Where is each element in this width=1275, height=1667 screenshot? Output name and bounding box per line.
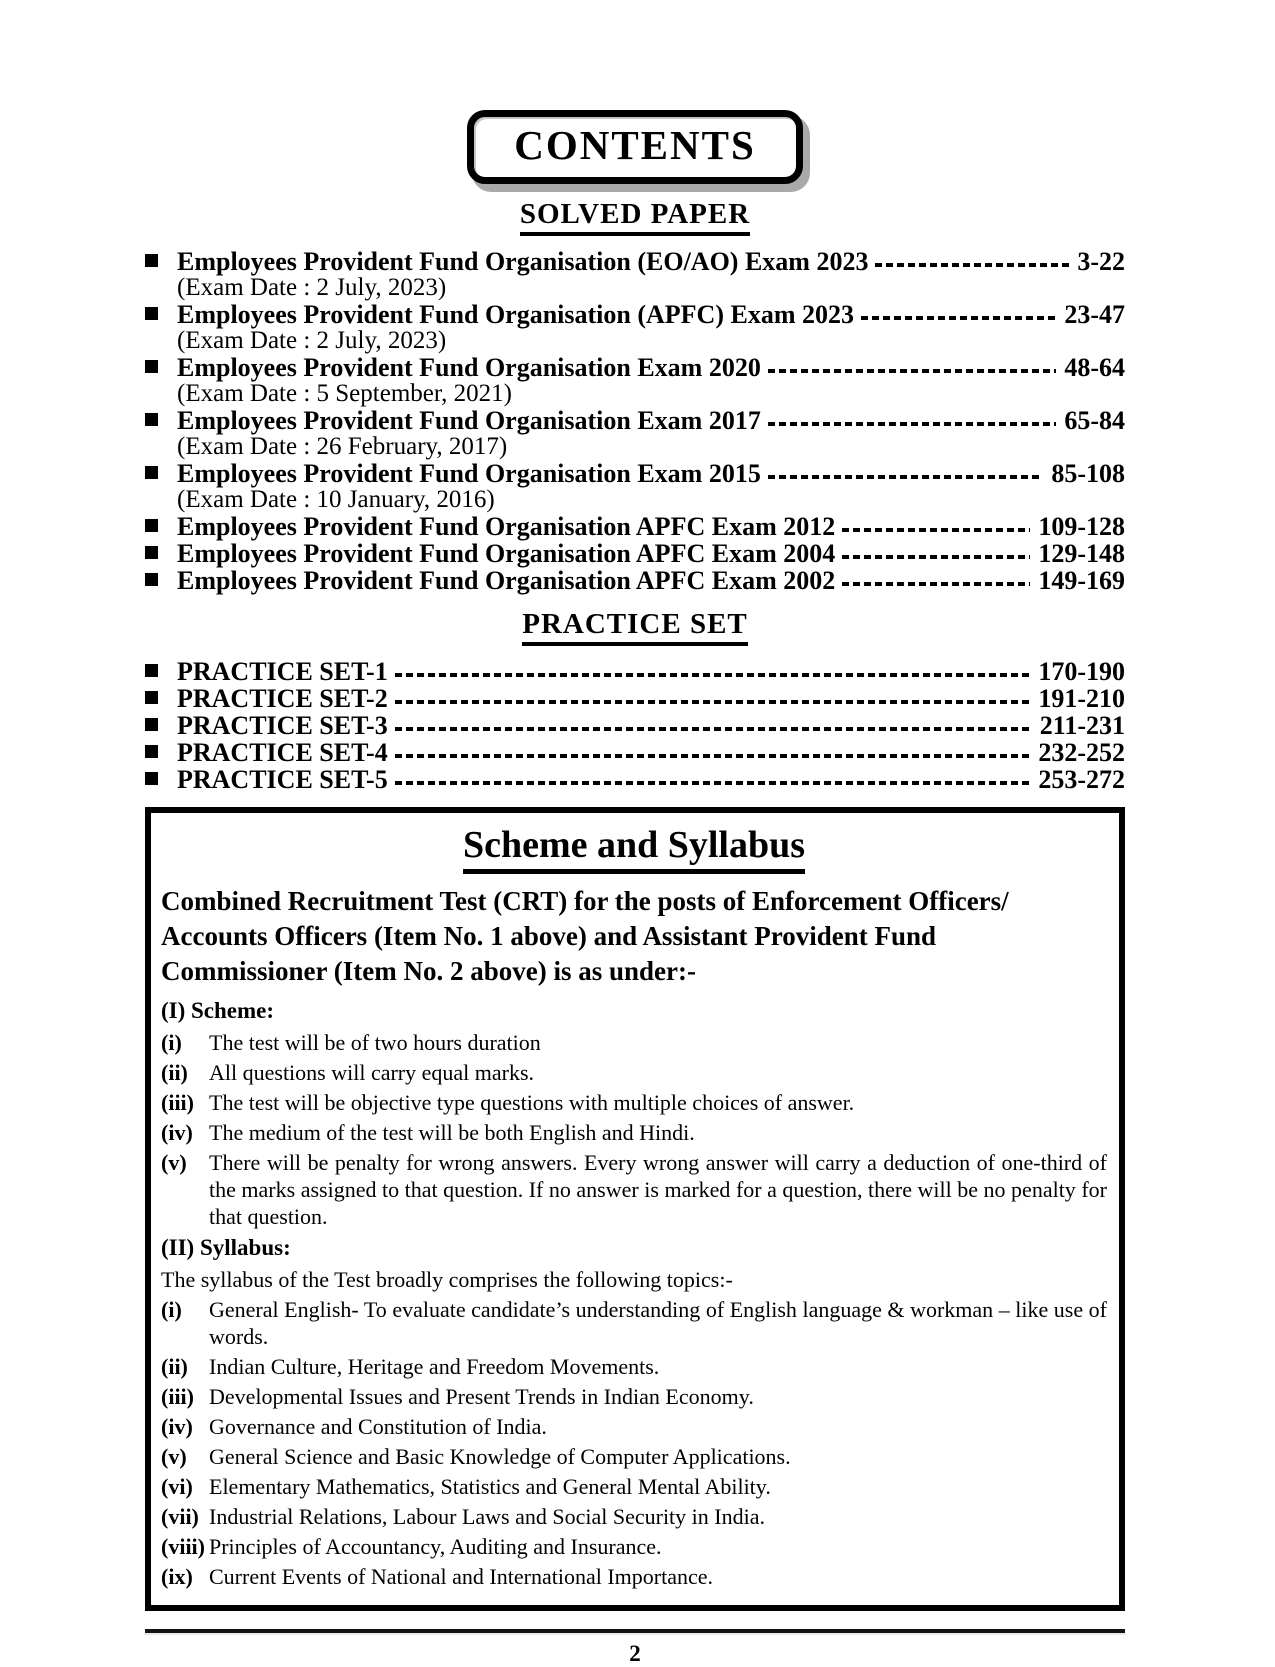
dotted-leader bbox=[395, 754, 1031, 758]
toc-entry-pages: 149-169 bbox=[1038, 566, 1125, 595]
scheme-syllabus-heading-text: Scheme and Syllabus bbox=[463, 823, 805, 874]
toc-entry-pages: 65-84 bbox=[1064, 406, 1125, 435]
scheme-item bbox=[161, 1029, 1107, 1056]
toc-entry-title: PRACTICE SET-2 bbox=[177, 684, 388, 713]
dotted-leader bbox=[861, 316, 1056, 320]
syllabus-heading: (II) Syllabus: bbox=[161, 1235, 291, 1260]
dotted-leader bbox=[875, 263, 1069, 267]
syllabus-item-text: Current Events of National and International Importance. bbox=[209, 1564, 713, 1589]
toc-entry-pages: 48-64 bbox=[1064, 353, 1125, 382]
square-bullet-icon bbox=[145, 546, 158, 559]
syllabus-item-text: Elementary Mathematics, Statistics and General Mental Ability. bbox=[209, 1474, 771, 1499]
syllabus-item-text: General Science and Basic Knowledge of Computer Applications. bbox=[209, 1444, 791, 1469]
practice-set-heading-text: PRACTICE SET bbox=[522, 608, 748, 646]
toc-entry-title: Employees Provident Fund Organisation (APFC) Exam 2023 bbox=[177, 300, 854, 329]
syllabus-item-text: Indian Culture, Heritage and Freedom Movements. bbox=[209, 1354, 660, 1379]
syllabus-item-text: Developmental Issues and Present Trends in Indian Economy. bbox=[209, 1384, 754, 1409]
syllabus-item bbox=[161, 1383, 1107, 1410]
toc-entry-exam-date: (Exam Date : 2 July, 2023) bbox=[177, 327, 447, 354]
toc-entry-exam-date: (Exam Date : 10 January, 2016) bbox=[177, 486, 495, 513]
syllabus-item-marker: (viii) bbox=[161, 1534, 205, 1559]
toc-entry bbox=[145, 407, 1125, 434]
dotted-leader bbox=[395, 700, 1031, 704]
square-bullet-icon bbox=[145, 466, 158, 479]
square-bullet-icon bbox=[145, 413, 158, 426]
page-number: 2 bbox=[629, 1641, 641, 1666]
toc-entry-pages: 191-210 bbox=[1038, 684, 1125, 713]
dotted-leader bbox=[842, 528, 1030, 532]
scheme-syllabus-heading bbox=[161, 823, 1107, 874]
toc-entry bbox=[145, 513, 1125, 540]
dotted-leader bbox=[768, 475, 1043, 479]
square-bullet-icon bbox=[145, 772, 158, 785]
contents-title-box bbox=[467, 110, 803, 184]
square-bullet-icon bbox=[145, 664, 158, 677]
scheme-item bbox=[161, 1089, 1107, 1116]
toc-entry-title: Employees Provident Fund Organisation (EO/AO) Exam 2023 bbox=[177, 247, 869, 276]
solved-paper-heading bbox=[145, 198, 1125, 236]
dotted-leader bbox=[842, 582, 1030, 586]
toc-entry-pages: 232-252 bbox=[1038, 738, 1125, 767]
syllabus-item bbox=[161, 1353, 1107, 1380]
toc-entry-title: Employees Provident Fund Organisation Exam 2015 bbox=[177, 459, 761, 488]
dotted-leader bbox=[395, 673, 1031, 677]
syllabus-item-marker: (iii) bbox=[161, 1384, 194, 1409]
toc-entry-title: Employees Provident Fund Organisation APFC Exam 2002 bbox=[177, 566, 836, 595]
syllabus-item bbox=[161, 1443, 1107, 1470]
toc-entry bbox=[145, 540, 1125, 567]
toc-entry-pages: 23-47 bbox=[1064, 300, 1125, 329]
toc-entry-exam-date: (Exam Date : 2 July, 2023) bbox=[177, 274, 447, 301]
syllabus-item bbox=[161, 1563, 1107, 1590]
scheme-item-text: The medium of the test will be both English and Hindi. bbox=[209, 1120, 695, 1145]
syllabus-item bbox=[161, 1296, 1107, 1350]
toc-entry bbox=[145, 766, 1125, 793]
page-title: CONTENTS bbox=[514, 122, 756, 168]
syllabus-item-marker: (iv) bbox=[161, 1414, 193, 1439]
square-bullet-icon bbox=[145, 360, 158, 373]
square-bullet-icon bbox=[145, 691, 158, 704]
scheme-item-text: There will be penalty for wrong answers. Every wrong answer will carry a deduction of one-third of the marks assigned to that question. If no answer is marked for a question, there will be no penalty for that question. bbox=[209, 1150, 1107, 1229]
footer-rule bbox=[145, 1629, 1125, 1633]
toc-entry bbox=[145, 354, 1125, 381]
toc-entry-pages: 170-190 bbox=[1038, 657, 1125, 686]
syllabus-item-text: Industrial Relations, Labour Laws and Social Security in India. bbox=[209, 1504, 765, 1529]
syllabus-item-text: Principles of Accountancy, Auditing and Insurance. bbox=[209, 1534, 662, 1559]
scheme-item bbox=[161, 1119, 1107, 1146]
scheme-item bbox=[161, 1149, 1107, 1230]
dotted-leader bbox=[842, 555, 1030, 559]
scheme-heading: (I) Scheme: bbox=[161, 998, 275, 1023]
practice-set-list bbox=[145, 658, 1125, 793]
scheme-item-marker: (iii) bbox=[161, 1090, 194, 1115]
syllabus-item bbox=[161, 1533, 1107, 1560]
toc-entry bbox=[145, 460, 1125, 487]
practice-set-heading bbox=[145, 608, 1125, 646]
toc-entry-exam-date: (Exam Date : 5 September, 2021) bbox=[177, 380, 513, 407]
scheme-item-text: The test will be of two hours duration bbox=[209, 1030, 541, 1055]
scheme-item-marker: (v) bbox=[161, 1150, 187, 1175]
scheme-syllabus-box bbox=[145, 807, 1125, 1611]
toc-entry bbox=[145, 301, 1125, 328]
syllabus-item-marker: (v) bbox=[161, 1444, 187, 1469]
toc-entry-pages: 211-231 bbox=[1039, 711, 1125, 740]
toc-entry-title: Employees Provident Fund Organisation Exam 2020 bbox=[177, 353, 761, 382]
syllabus-item-marker: (ii) bbox=[161, 1354, 188, 1379]
syllabus-item-text: General English- To evaluate candidate’s understanding of English language & workman – like use of words. bbox=[209, 1297, 1107, 1349]
toc-entry-pages: 129-148 bbox=[1038, 539, 1125, 568]
solved-paper-list bbox=[145, 248, 1125, 594]
scheme-item bbox=[161, 1059, 1107, 1086]
page-content bbox=[145, 110, 1125, 1667]
square-bullet-icon bbox=[145, 745, 158, 758]
toc-entry-pages: 109-128 bbox=[1038, 512, 1125, 541]
scheme-item-marker: (ii) bbox=[161, 1060, 188, 1085]
dotted-leader bbox=[768, 369, 1056, 373]
solved-paper-heading-text: SOLVED PAPER bbox=[520, 198, 750, 236]
toc-entry-pages: 3-22 bbox=[1077, 247, 1125, 276]
square-bullet-icon bbox=[145, 307, 158, 320]
toc-entry bbox=[145, 712, 1125, 739]
toc-entry-title: PRACTICE SET-3 bbox=[177, 711, 388, 740]
dotted-leader bbox=[395, 727, 1032, 731]
syllabus-list bbox=[161, 1296, 1107, 1590]
scheme-item-text: The test will be objective type questions with multiple choices of answer. bbox=[209, 1090, 855, 1115]
square-bullet-icon bbox=[145, 573, 158, 586]
toc-entry-title: Employees Provident Fund Organisation APFC Exam 2004 bbox=[177, 539, 836, 568]
scheme-syllabus-intro: Combined Recruitment Test (CRT) for the posts of Enforcement Officers/ Accounts Officers (Item No. 1 above) and Assistant Provident Fund Commissioner (Item No. 2 above) is as under:- bbox=[161, 886, 1009, 986]
syllabus-item bbox=[161, 1503, 1107, 1530]
syllabus-item bbox=[161, 1473, 1107, 1500]
contents-title-box-wrap bbox=[145, 110, 1125, 184]
toc-entry-exam-date: (Exam Date : 26 February, 2017) bbox=[177, 433, 508, 460]
toc-entry-pages: 253-272 bbox=[1038, 765, 1125, 794]
toc-entry bbox=[145, 567, 1125, 594]
toc-entry bbox=[145, 658, 1125, 685]
toc-entry-title: Employees Provident Fund Organisation APFC Exam 2012 bbox=[177, 512, 836, 541]
dotted-leader bbox=[768, 422, 1056, 426]
toc-entry bbox=[145, 739, 1125, 766]
toc-entry bbox=[145, 248, 1125, 275]
dotted-leader bbox=[395, 781, 1031, 785]
syllabus-item-marker: (i) bbox=[161, 1297, 182, 1322]
syllabus-item-marker: (vi) bbox=[161, 1474, 193, 1499]
toc-entry-title: PRACTICE SET-4 bbox=[177, 738, 388, 767]
syllabus-item-text: Governance and Constitution of India. bbox=[209, 1414, 547, 1439]
square-bullet-icon bbox=[145, 718, 158, 731]
toc-entry-pages: 85-108 bbox=[1051, 459, 1125, 488]
scheme-item-marker: (i) bbox=[161, 1030, 182, 1055]
syllabus-item-marker: (vii) bbox=[161, 1504, 199, 1529]
toc-entry bbox=[145, 685, 1125, 712]
scheme-item-text: All questions will carry equal marks. bbox=[209, 1060, 535, 1085]
scheme-list bbox=[161, 1029, 1107, 1230]
square-bullet-icon bbox=[145, 519, 158, 532]
toc-entry-title: PRACTICE SET-5 bbox=[177, 765, 388, 794]
toc-entry-title: Employees Provident Fund Organisation Exam 2017 bbox=[177, 406, 761, 435]
toc-entry-title: PRACTICE SET-1 bbox=[177, 657, 388, 686]
syllabus-intro: The syllabus of the Test broadly comprises the following topics:- bbox=[161, 1267, 733, 1292]
syllabus-item bbox=[161, 1413, 1107, 1440]
square-bullet-icon bbox=[145, 254, 158, 267]
scheme-item-marker: (iv) bbox=[161, 1120, 193, 1145]
syllabus-item-marker: (ix) bbox=[161, 1564, 193, 1589]
